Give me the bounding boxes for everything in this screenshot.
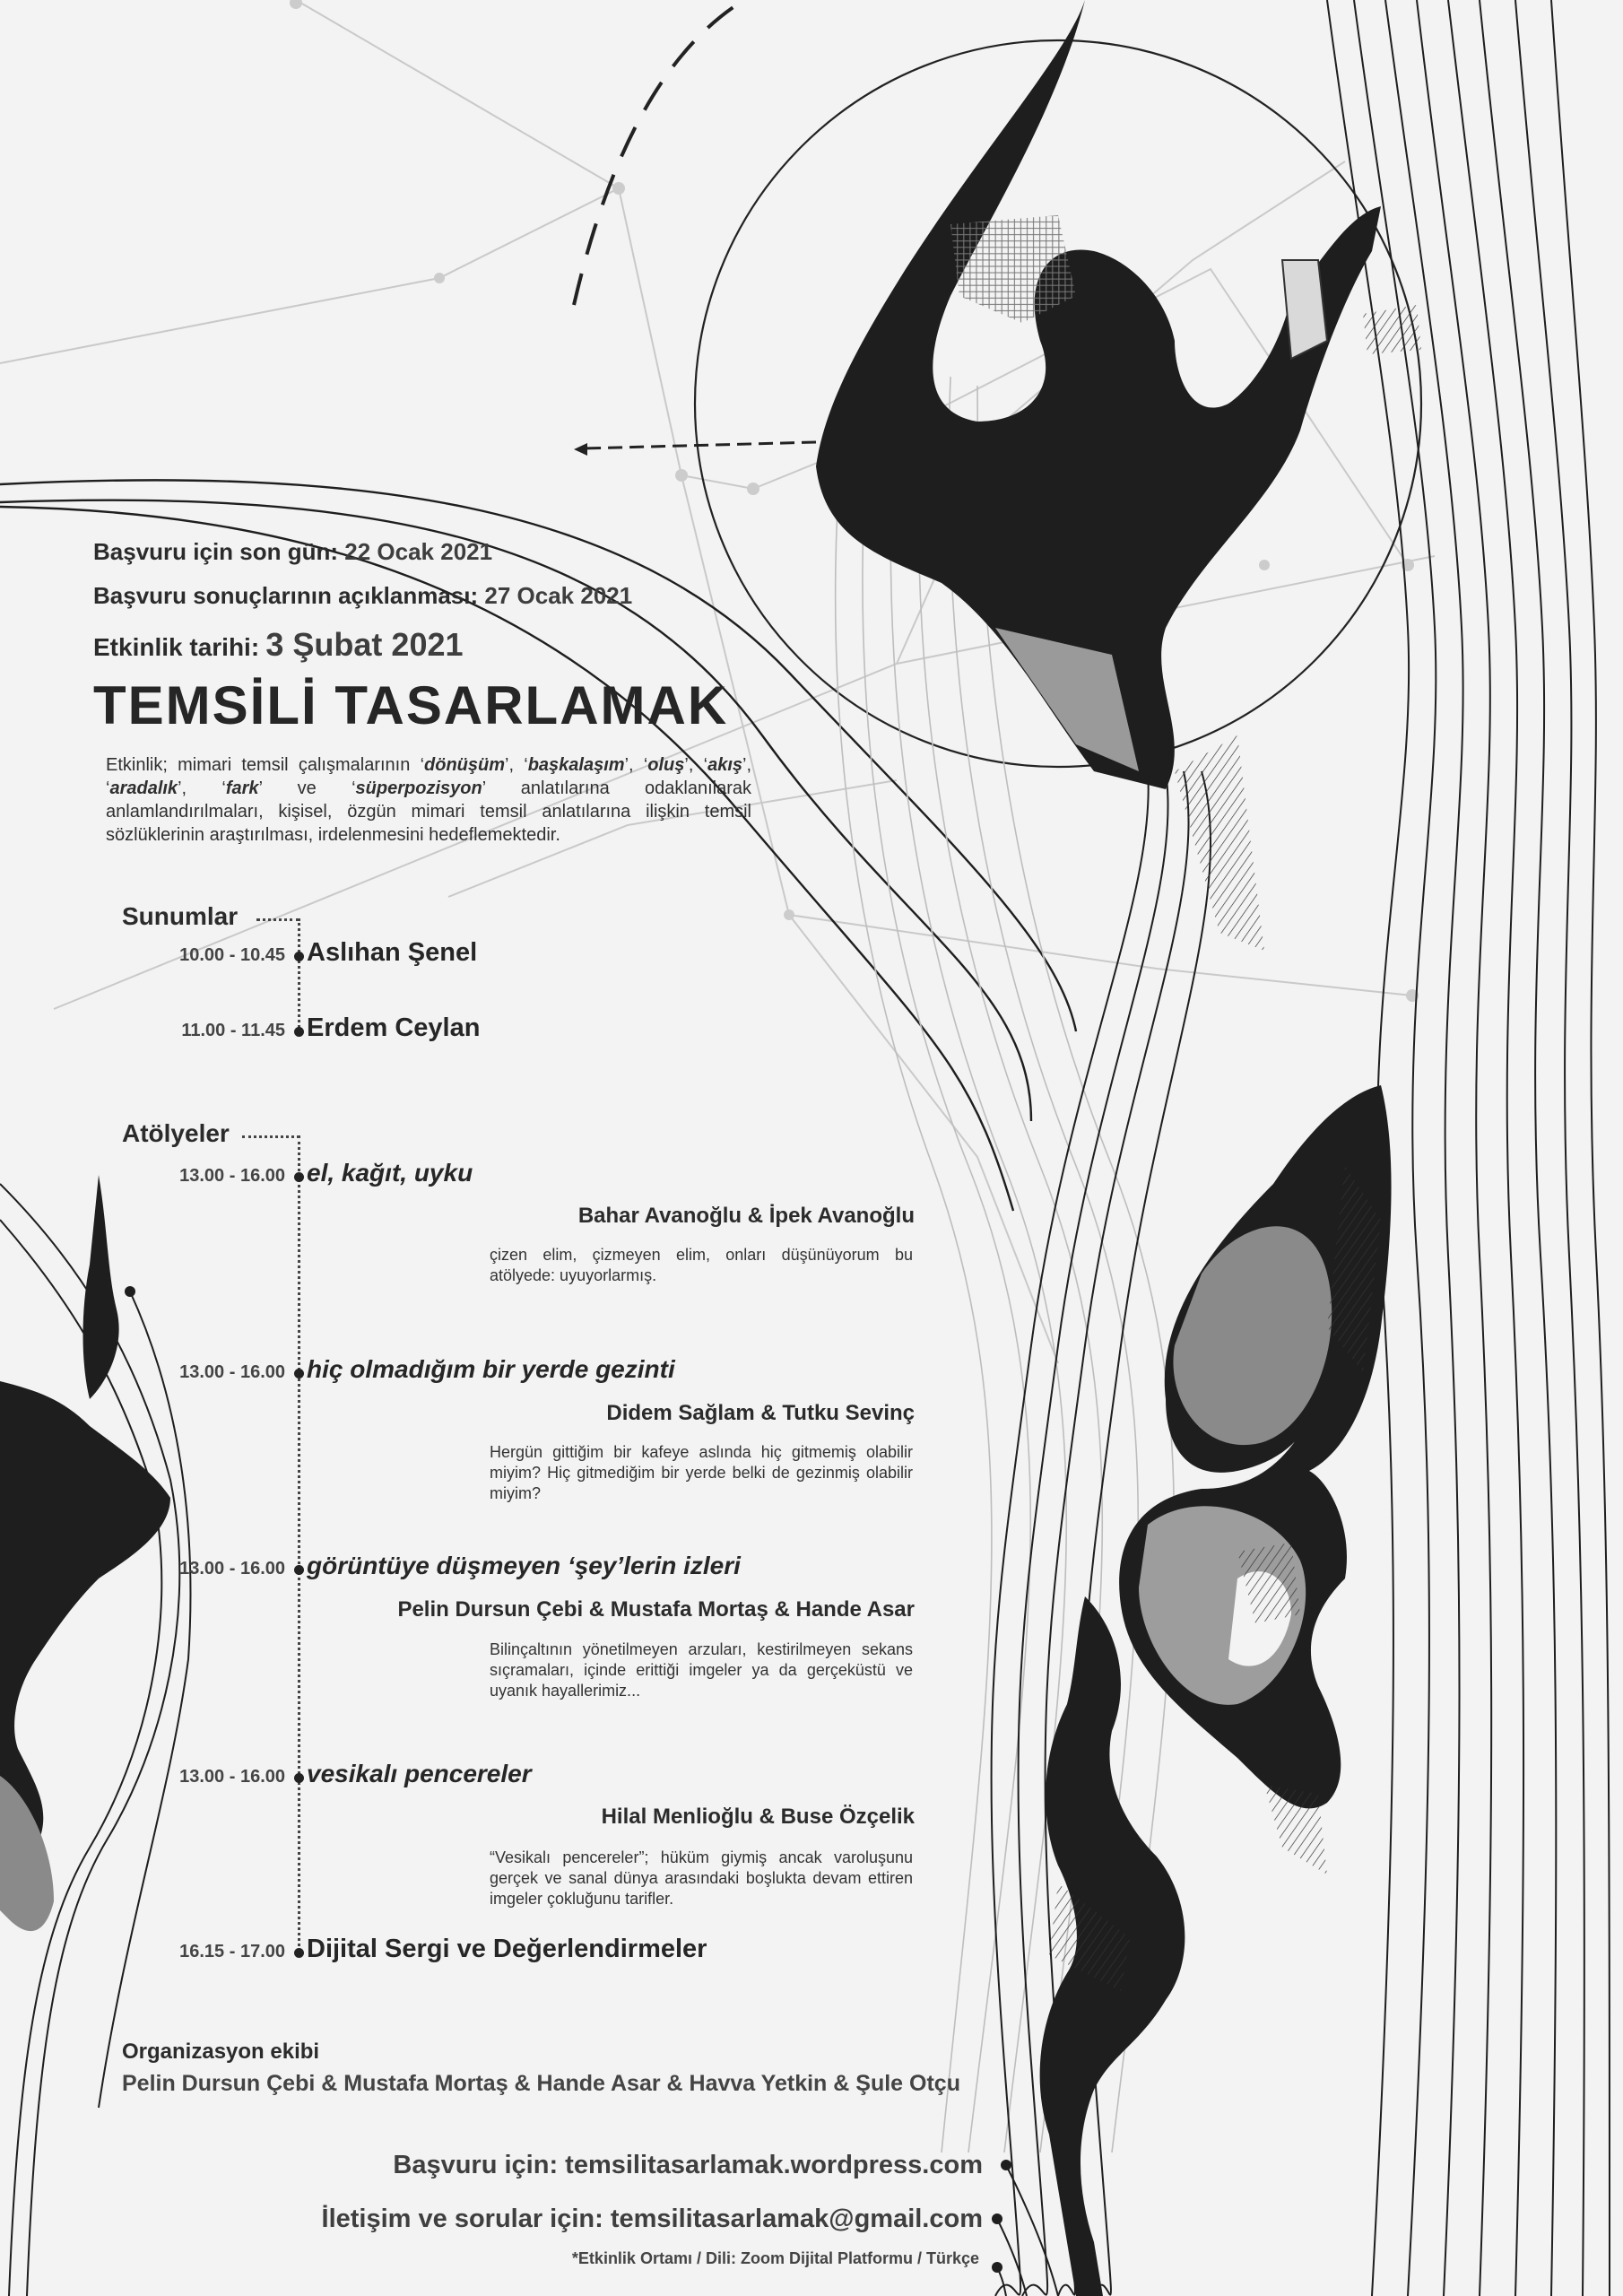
workshop-time: 13.00 - 16.00 bbox=[179, 1362, 285, 1382]
workshop-description: çizen elim, çizmeyen elim, onları düşünüyorum bu atölyede: uyuyorlarmış. bbox=[490, 1246, 913, 1284]
timeline-dot bbox=[294, 1027, 304, 1037]
workshop-time: 13.00 - 16.00 bbox=[179, 1166, 285, 1186]
workshop-people: Didem Sağlam & Tutku Sevinç bbox=[606, 1401, 915, 1425]
atolyeler-heading: Atölyeler bbox=[122, 1119, 230, 1147]
workshop-description: Bilinçaltının yönetilmeyen arzuları, kestirilmeyen sekans sıçramaları, içinde erittiği imgeler ya da gerçeküstü ve uyanık hayallerimiz... bbox=[490, 1640, 913, 1700]
timeline-dot bbox=[294, 1773, 304, 1783]
final-time: 16.15 - 17.00 bbox=[179, 1942, 285, 1961]
timeline-dot bbox=[294, 952, 304, 961]
workshop-title: görüntüye düşmeyen ‘şey’lerin izleri bbox=[307, 1552, 741, 1579]
workshop-title: hiç olmadığım bir yerde gezinti bbox=[307, 1355, 675, 1383]
timeline-dot bbox=[294, 1948, 304, 1958]
results-label: Başvuru sonuçlarının açıklanması: bbox=[93, 582, 479, 609]
desc-term: fark bbox=[225, 778, 259, 798]
sunum-time: 11.00 - 11.45 bbox=[181, 1021, 285, 1040]
desc-intro: Etkinlik; mimari temsil çalışmalarının bbox=[106, 755, 411, 775]
timeline-dot bbox=[294, 1369, 304, 1378]
event-platform-note: *Etkinlik Ortamı / Dili: Zoom Dijital Platformu / Türkçe bbox=[571, 2249, 979, 2267]
page-title: TEMSİLİ TASARLAMAK bbox=[93, 675, 729, 735]
workshop-description: Hergün gittiğim bir kafeye aslında hiç gitmemiş olabilir miyim? Hiç gitmediğim bir yerde belki de gezinmiş olabilir miyim? bbox=[490, 1443, 913, 1502]
workshop-title: vesikalı pencereler bbox=[307, 1760, 532, 1787]
results-value: 27 Ocak 2021 bbox=[484, 582, 633, 609]
desc-term: dönüşüm bbox=[424, 755, 506, 775]
deadline-label: Başvuru için son gün: bbox=[93, 538, 339, 565]
deadline-line bbox=[93, 538, 632, 566]
event-description: Etkinlik; mimari temsil çalışmalarının ‘dönüşüm’, ‘başkalaşım’, ‘oluş’, ‘akış’, ‘aradalık’, ‘fark’ ve ‘süperpozisyon’ anlatılarına odaklanılarak anlamlandırılmaları, kişisel, özgün mimari temsil anlatılarına ilişkin temsil sözlüklerinin araştırılması, irdelenmesini hedeflemektedir. bbox=[106, 755, 752, 845]
organization-heading: Organizasyon ekibi bbox=[122, 2039, 320, 2064]
atolyeler-timeline bbox=[298, 1135, 300, 1952]
desc-rest: anlatılarına odaklanılarak anlamlandırılmaları, kişisel, özgün mimari temsil anlatılarına ilişkin temsil sözlüklerinin araştırılması, irdelenmesini hedeflemektedir. bbox=[106, 778, 752, 845]
sunum-speaker: Aslıhan Şenel bbox=[307, 938, 478, 967]
timeline-dot bbox=[294, 1565, 304, 1575]
sunumlar-heading: Sunumlar bbox=[122, 902, 239, 930]
workshop-time: 13.00 - 16.00 bbox=[179, 1767, 285, 1787]
desc-term: süperpozisyon bbox=[355, 778, 482, 798]
timeline-dot bbox=[294, 1172, 304, 1182]
final-session: Dijital Sergi ve Değerlendirmeler bbox=[307, 1935, 707, 1963]
desc-term: aradalık bbox=[109, 778, 178, 798]
desc-term: başkalaşım bbox=[527, 755, 625, 775]
dates-block bbox=[93, 538, 632, 680]
desc-term: akış bbox=[707, 755, 743, 775]
workshop-people: Pelin Dursun Çebi & Mustafa Mortaş & Hande Asar bbox=[397, 1597, 915, 1622]
workshop-title: el, kağıt, uyku bbox=[307, 1159, 473, 1187]
workshop-description: “Vesikalı pencereler”; hüküm giymiş ancak varoluşunu gerçek ve sanal dünya arasındaki boşlukta devam ettiren imgeler çokluğunu tarifler. bbox=[490, 1848, 913, 1908]
sunum-time: 10.00 - 10.45 bbox=[179, 945, 285, 965]
desc-and: ve bbox=[297, 778, 317, 798]
event-label: Etkinlik tarihi: bbox=[93, 633, 260, 661]
deadline-value: 22 Ocak 2021 bbox=[344, 538, 493, 565]
contact-email[interactable]: İletişim ve sorular için: temsilitasarlamak@gmail.com bbox=[321, 2205, 983, 2233]
desc-term: oluş bbox=[647, 755, 685, 775]
workshop-people: Hilal Menlioğlu & Buse Özçelik bbox=[601, 1805, 915, 1829]
event-value: 3 Şubat 2021 bbox=[265, 626, 464, 663]
atolyeler-connector bbox=[242, 1135, 299, 1138]
workshop-time: 13.00 - 16.00 bbox=[179, 1559, 285, 1578]
event-line bbox=[93, 626, 632, 664]
sunumlar-timeline bbox=[298, 918, 300, 1033]
workshop-people: Bahar Avanoğlu & İpek Avanoğlu bbox=[577, 1204, 915, 1228]
results-line bbox=[93, 582, 632, 610]
organization-names: Pelin Dursun Çebi & Mustafa Mortaş & Hande Asar & Havva Yetkin & Şule Otçu bbox=[122, 2071, 960, 2096]
apply-link[interactable]: Başvuru için: temsilitasarlamak.wordpress.com bbox=[393, 2151, 983, 2179]
sunumlar-connector bbox=[256, 918, 299, 921]
sunum-speaker: Erdem Ceylan bbox=[307, 1013, 481, 1042]
